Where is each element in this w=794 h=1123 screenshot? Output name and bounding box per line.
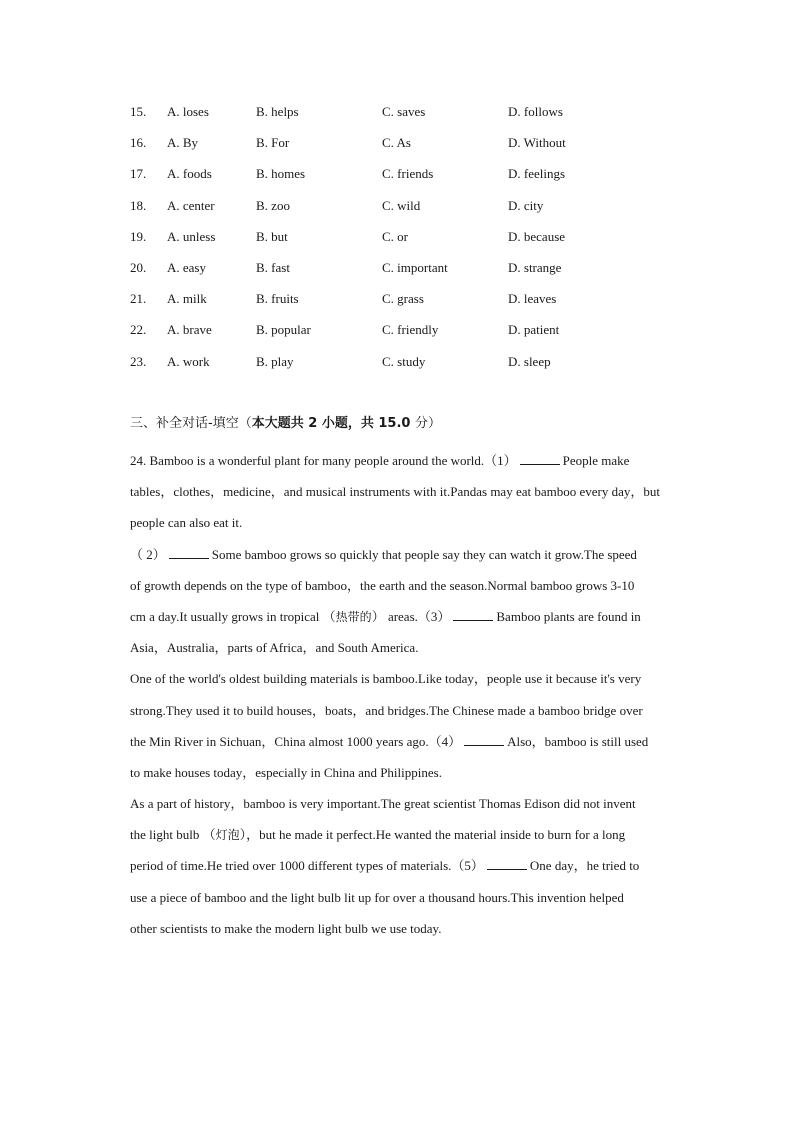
section-score: 15.0 bbox=[373, 416, 415, 431]
passage-segment: 24. Bamboo is a wonderful plant for many people around the world.（1） bbox=[130, 453, 517, 468]
passage-segment: of growth depends on the type of bamboo，the earth and the season.Normal bamboo grows 3-10 bbox=[130, 577, 635, 593]
option-a: A. brave bbox=[167, 322, 212, 338]
passage-segment: Asia，Australia，parts of Africa，and South America. bbox=[130, 640, 419, 656]
passage-segment: the light bulb （ bbox=[130, 827, 216, 843]
answer-blank-3[interactable] bbox=[453, 608, 493, 621]
question-row-18 bbox=[130, 196, 710, 227]
passage-line bbox=[130, 695, 695, 726]
chinese-gloss: 灯泡 bbox=[215, 828, 240, 843]
option-d: D. feelings bbox=[508, 166, 566, 182]
question-number: 16. bbox=[130, 135, 147, 151]
option-c: C. saves bbox=[382, 104, 426, 119]
option-b: B. zoo bbox=[256, 197, 290, 213]
passage-line bbox=[130, 476, 695, 507]
section-heading-bold-1: 本大题共 bbox=[251, 416, 304, 431]
passage-line bbox=[130, 882, 695, 913]
multiple-choice-options bbox=[130, 102, 710, 383]
passage-segment: Bamboo plants are found in bbox=[496, 608, 641, 624]
option-c: C. As bbox=[382, 135, 411, 151]
passage-segment: ），but he made it perfect.He wanted the material inside to burn for a long bbox=[239, 827, 626, 843]
question-row-17 bbox=[130, 164, 710, 195]
passage-segment: cm a day.It usually grows in tropical （ bbox=[130, 608, 336, 624]
passage-segment: tables，clothes，medicine，and musical instruments with it.Pandas may eat bamboo every day，but bbox=[130, 484, 660, 500]
option-a: A. milk bbox=[167, 291, 207, 307]
question-row-15 bbox=[130, 102, 710, 133]
section-heading-bold-2: 小题，共 bbox=[321, 416, 374, 431]
answer-blank-1[interactable] bbox=[520, 452, 560, 465]
option-d: D. follows bbox=[508, 104, 563, 119]
option-b: B. fast bbox=[256, 259, 290, 275]
passage-line bbox=[130, 913, 695, 944]
passage-segment: Some bamboo grows so quickly that people say they can watch it grow.The speed bbox=[211, 546, 637, 562]
passage-line bbox=[130, 539, 695, 570]
option-c: C. friendly bbox=[382, 322, 439, 338]
passage-segment: As a part of history，bamboo is very important.The great scientist Thomas Edison did not invent bbox=[130, 796, 636, 812]
passage-line bbox=[130, 663, 695, 694]
passage-segment: the Min River in Sichuan，China almost 1000 years ago.（4） bbox=[130, 733, 462, 749]
passage-text bbox=[130, 445, 695, 944]
question-number: 22. bbox=[130, 322, 147, 338]
option-b: B. homes bbox=[256, 166, 306, 182]
option-d: D. Without bbox=[508, 135, 566, 151]
passage-line bbox=[130, 445, 695, 476]
option-d: D. patient bbox=[508, 322, 560, 338]
option-d: D. strange bbox=[508, 259, 562, 275]
passage-segment: One of the world's oldest building materials is bamboo.Like today，people use it because it's very bbox=[130, 671, 642, 687]
option-d: D. city bbox=[508, 197, 544, 213]
option-b: B. popular bbox=[256, 322, 311, 338]
option-a: A. easy bbox=[167, 259, 206, 275]
passage-line bbox=[130, 507, 695, 538]
question-number: 21. bbox=[130, 291, 147, 307]
question-row-23 bbox=[130, 352, 710, 383]
question-number: 18. bbox=[130, 197, 147, 213]
option-b: B. play bbox=[256, 353, 294, 369]
option-b: B. but bbox=[256, 228, 288, 244]
question-row-22 bbox=[130, 320, 710, 351]
option-a: A. work bbox=[167, 353, 210, 369]
option-d: D. sleep bbox=[508, 353, 551, 369]
question-row-16 bbox=[130, 133, 710, 164]
answer-blank-4[interactable] bbox=[464, 733, 504, 746]
option-b: B. For bbox=[256, 135, 290, 151]
option-c: C. friends bbox=[382, 166, 434, 182]
option-d: D. because bbox=[508, 228, 566, 244]
option-c: C. or bbox=[382, 228, 408, 244]
passage-segment: Also，bamboo is still used bbox=[507, 733, 649, 749]
section-heading-suffix: 分） bbox=[414, 416, 441, 431]
passage-segment: period of time.He tried over 1000 different types of materials.（5） bbox=[130, 858, 484, 874]
chinese-gloss: 热带的 bbox=[335, 609, 372, 624]
passage-line bbox=[130, 601, 695, 632]
answer-blank-5[interactable] bbox=[487, 857, 527, 870]
passage-segment: use a piece of bamboo and the light bulb lit up for over a thousand hours.This invention helped bbox=[130, 889, 624, 905]
question-row-20 bbox=[130, 258, 710, 289]
passage-segment: One day，he tried to bbox=[529, 858, 640, 874]
section-heading bbox=[130, 414, 441, 434]
passage-line bbox=[130, 632, 695, 663]
option-c: C. study bbox=[382, 353, 426, 369]
option-c: C. important bbox=[382, 259, 448, 275]
option-d: D. leaves bbox=[508, 291, 557, 307]
passage-segment: （ 2） bbox=[130, 546, 166, 562]
option-b: B. fruits bbox=[256, 291, 299, 307]
option-b: B. helps bbox=[256, 104, 299, 119]
passage-line bbox=[130, 788, 695, 819]
option-a: A. foods bbox=[167, 166, 212, 182]
passage-line bbox=[130, 726, 695, 757]
option-a: A. loses bbox=[167, 104, 209, 119]
question-number: 17. bbox=[130, 166, 147, 182]
passage-segment: ） areas.（3） bbox=[371, 608, 451, 624]
passage-line bbox=[130, 570, 695, 601]
question-number: 23. bbox=[130, 353, 147, 369]
option-a: A. By bbox=[167, 135, 199, 151]
section-heading-prefix: 三、补全对话-填空（ bbox=[130, 416, 252, 431]
question-number: 19. bbox=[130, 228, 147, 244]
passage-segment: strong.They used it to build houses，boats，and bridges.The Chinese made a bamboo bridge over bbox=[130, 702, 643, 718]
passage-segment: People make bbox=[562, 453, 630, 468]
answer-blank-2[interactable] bbox=[169, 546, 209, 559]
question-row-21 bbox=[130, 289, 710, 320]
passage-segment: to make houses today，especially in China and Philippines. bbox=[130, 764, 442, 780]
question-number: 15. bbox=[130, 104, 147, 119]
passage-line bbox=[130, 757, 695, 788]
option-a: A. center bbox=[167, 197, 215, 213]
passage-line bbox=[130, 819, 695, 850]
passage-line bbox=[130, 850, 695, 881]
question-row-19 bbox=[130, 227, 710, 258]
option-c: C. grass bbox=[382, 291, 424, 307]
option-a: A. unless bbox=[167, 228, 216, 244]
passage-segment: other scientists to make the modern light bulb we use today. bbox=[130, 920, 442, 936]
section-question-count: 2 bbox=[303, 416, 322, 431]
question-number: 20. bbox=[130, 259, 147, 275]
passage-segment: people can also eat it. bbox=[130, 515, 243, 531]
option-c: C. wild bbox=[382, 197, 421, 213]
